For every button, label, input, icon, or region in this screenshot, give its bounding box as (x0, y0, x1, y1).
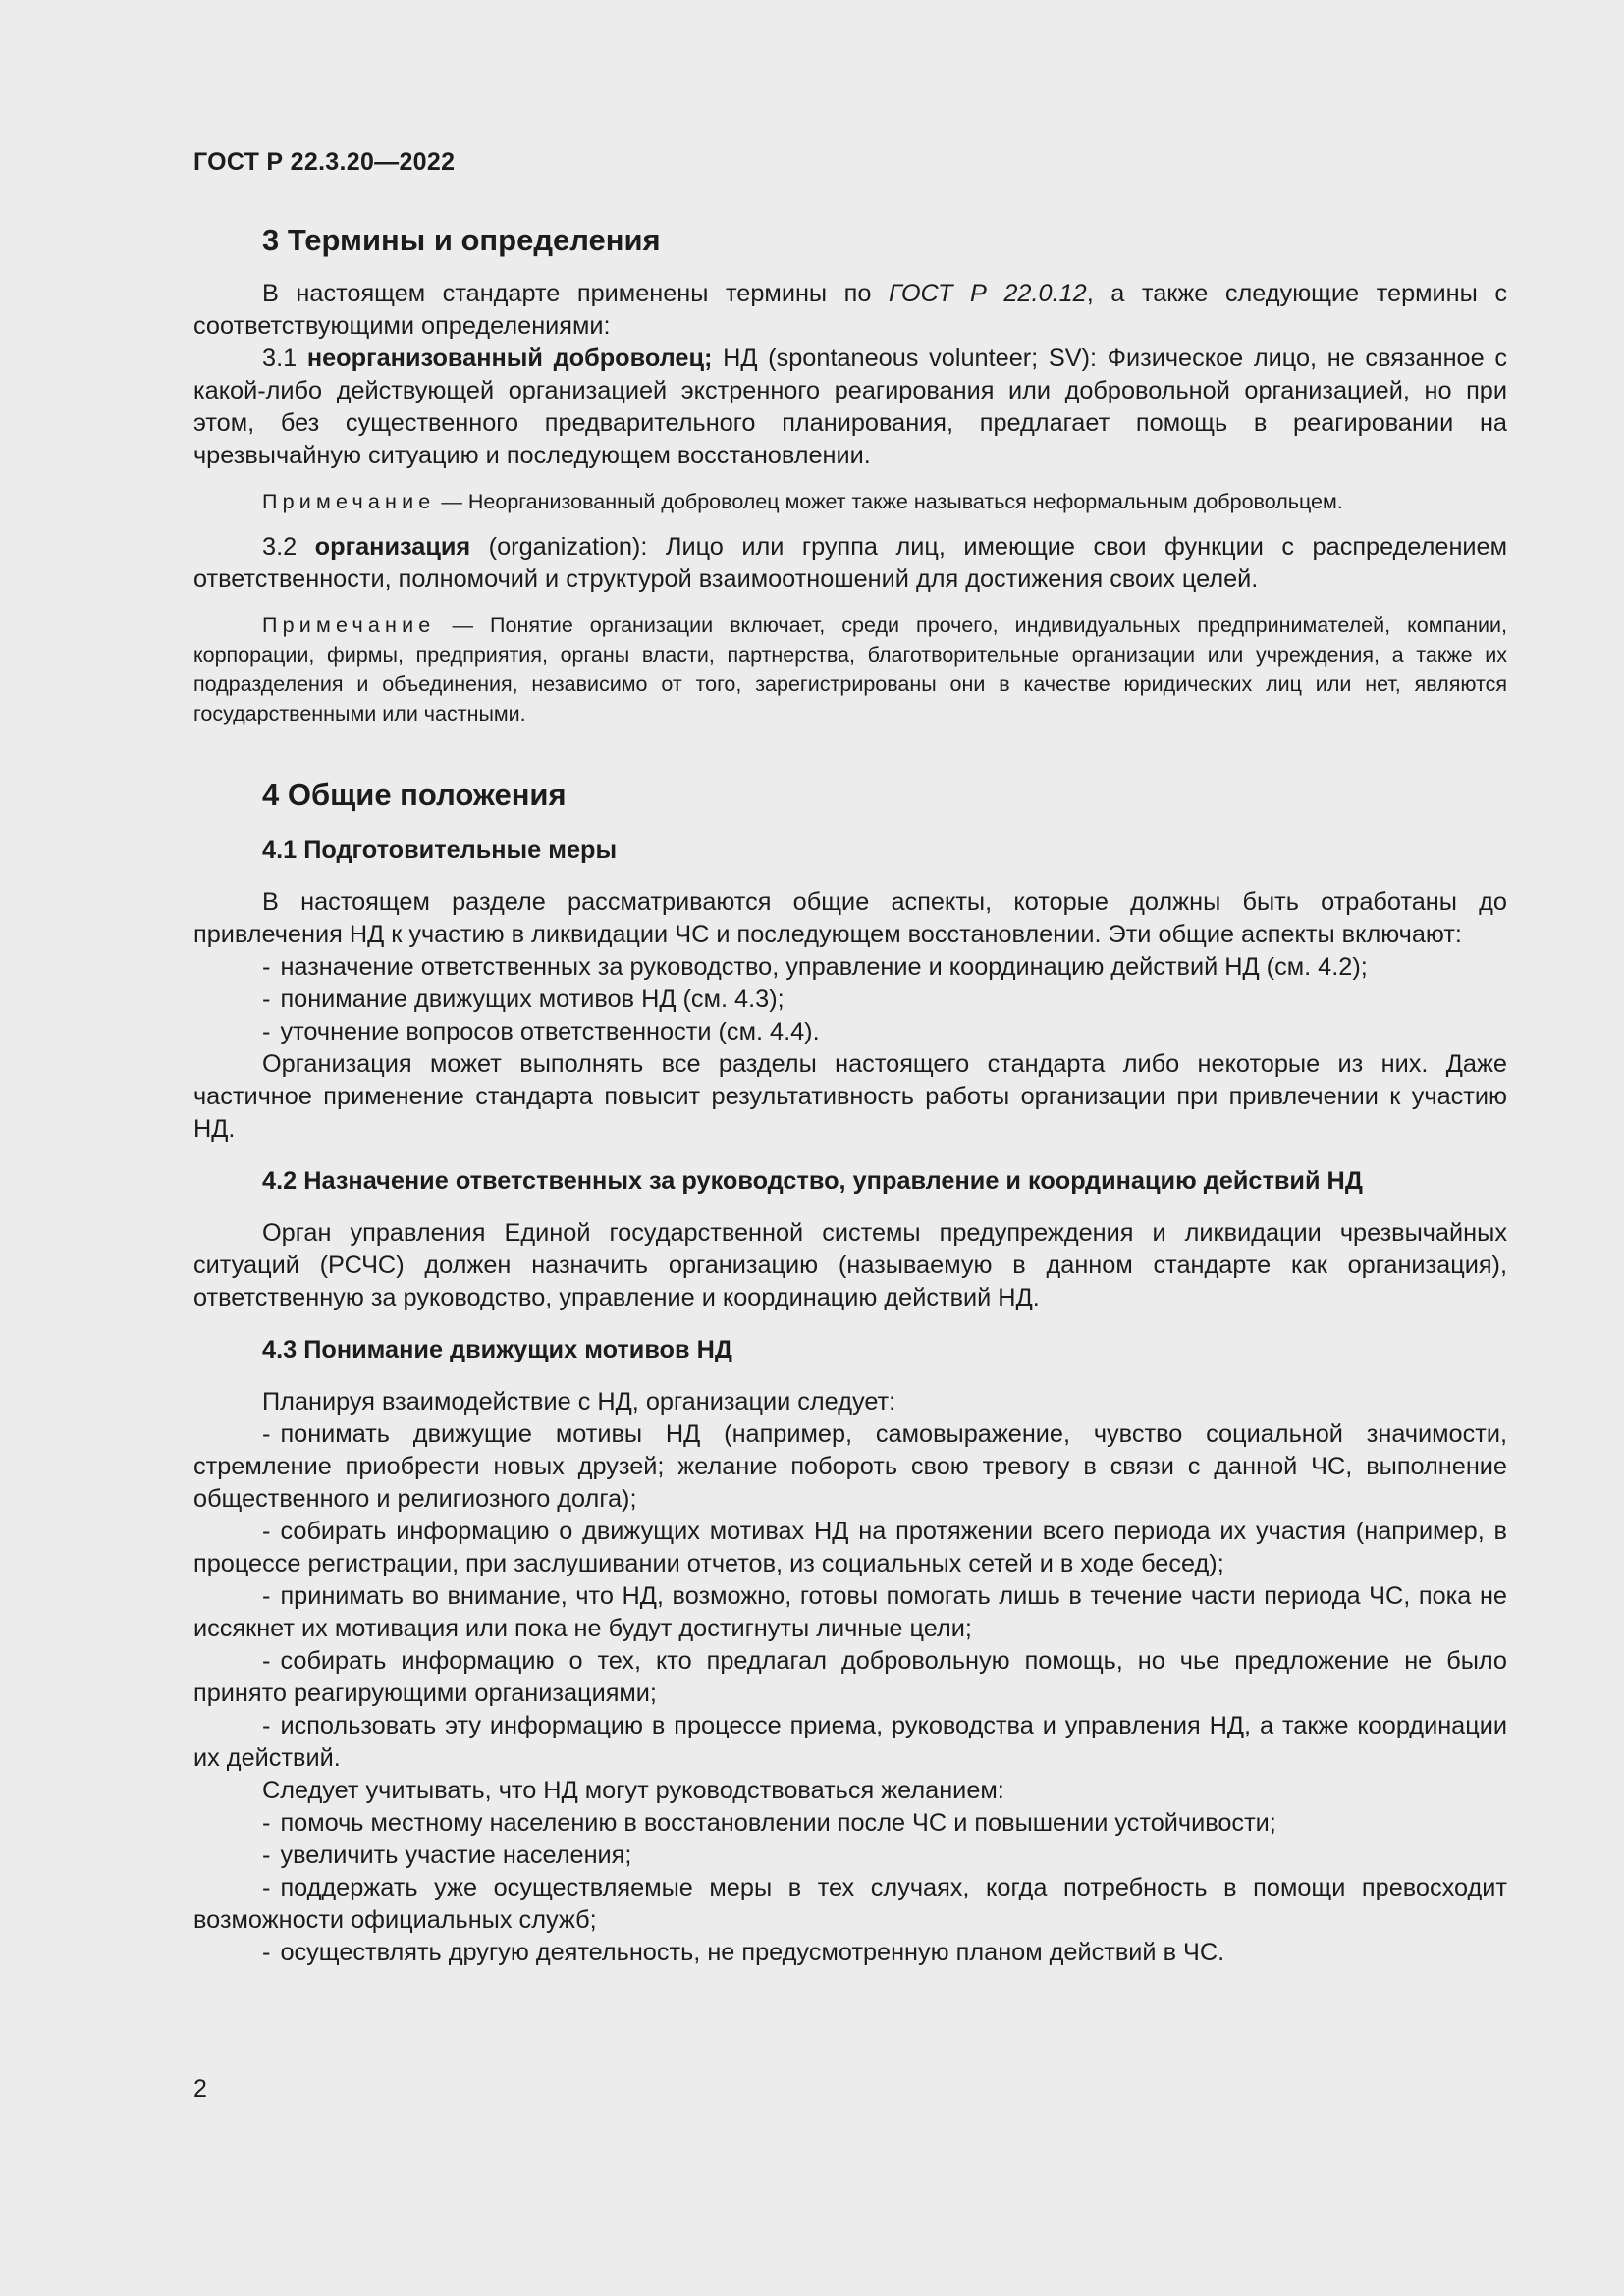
list-dash: - (262, 986, 271, 1013)
section-4-1-paragraph-1: В настоящем разделе рассматриваются общие аспекты, которые должны быть отработаны до привлечения НД к участию в ликвидации ЧС и последующем восстановлении. Эти общие аспекты включают: (193, 888, 1507, 948)
term-3-2-number: 3.2 (262, 533, 315, 561)
list-item (193, 1872, 1507, 1937)
list-dash: - (262, 1582, 271, 1610)
note-3-2 (193, 611, 1507, 728)
list-item-text: использовать эту информацию в процессе приема, руководства и управления НД, а также координации их действий. (193, 1712, 1507, 1772)
section-4-title: 4 Общие положения (262, 777, 567, 812)
section-4-3-paragraph-1: Планируя взаимодействие с НД, организации следует: (262, 1388, 896, 1415)
list-item-text: понимать движущие мотивы НД (например, самовыражение, чувство социальной значимости, стремление приобрести новых друзей; желание побороть свою тревогу в связи с данной ЧС, выполнение общественного и религиозного долга); (193, 1420, 1507, 1513)
term-3-1-number: 3.1 (262, 345, 307, 372)
list-item-text: принимать во внимание, что НД, возможно, готовы помогать лишь в течение части периода ЧС, пока не иссякнет их мотивация или пока не будут достигнуты личные цели; (193, 1582, 1507, 1642)
list-item-text: уточнение вопросов ответственности (см. 4.4). (280, 1018, 820, 1045)
list-dash: - (262, 1809, 271, 1837)
note-3-1 (193, 487, 1507, 516)
list-item (193, 1840, 1507, 1872)
list-dash: - (262, 1420, 271, 1448)
list-item-text: назначение ответственных за руководство, управление и координацию действий НД (см. 4.2); (280, 953, 1368, 981)
referenced-standard: ГОСТ Р 22.0.12 (888, 280, 1087, 307)
list-dash: - (262, 1874, 271, 1901)
list-item-text: собирать информацию о движущих мотивах НД на протяжении всего периода их участия (например, в процессе регистрации, при заслушивании отчетов, из социальных сетей и в ходе бесед); (193, 1518, 1507, 1577)
list-item (193, 1710, 1507, 1775)
term-3-1 (193, 343, 1507, 472)
list-dash: - (262, 1712, 271, 1739)
list-dash: - (262, 1842, 271, 1869)
list-item (193, 1516, 1507, 1580)
term-3-2-definition: (organization): Лицо или группа лиц, имеющие свои функции с распределением ответственности, полномочий и структурой взаимоотношений для достижения своих целей. (193, 533, 1508, 593)
list-item (193, 951, 1507, 984)
list-item-text: увеличить участие населения; (280, 1842, 632, 1869)
term-3-2-name: организация (314, 533, 471, 561)
list-item (193, 984, 1507, 1016)
note-label: Примечание (262, 490, 436, 513)
section-4-1-paragraph-2: Организация может выполнять все разделы настоящего стандарта либо некоторые из них. Даже частичное применение стандарта повысит результативность работы организации при привлечении к участию НД. (193, 1050, 1507, 1143)
section-3-title: 3 Термины и определения (262, 223, 661, 257)
list-item-text: поддержать уже осуществляемые меры в тех случаях, когда потребность в помощи превосходит возможности официальных служб; (193, 1874, 1507, 1934)
section-4-2-paragraph: Орган управления Единой государственной системы предупреждения и ликвидации чрезвычайных ситуаций (РСЧС) должен назначить организацию (называемую в данном стандарте как организация), ответственную за руководство, управление и координацию действий НД. (193, 1219, 1507, 1311)
list-dash: - (262, 1518, 271, 1545)
section-3-intro (193, 278, 1507, 343)
standard-code-header: ГОСТ Р 22.3.20—2022 (193, 148, 456, 176)
page-number: 2 (193, 2075, 207, 2103)
section-4-2-title: 4.2 Назначение ответственных за руководство, управление и координацию действий НД (262, 1167, 1363, 1195)
term-3-1-name: неорганизованный доброволец; (306, 345, 713, 372)
note-3-2-text: — Понятие организации включает, среди прочего, индивидуальных предпринимателей, компании, корпорации, фирмы, предприятия, органы власти, партнерства, благотворительные организации или учреждения, а также их подразделения и объединения, независимо от того, зарегистрированы они в качестве юридических лиц или нет, являются государственными или частными. (193, 614, 1507, 725)
list-dash: - (262, 1647, 271, 1675)
term-3-2 (193, 531, 1507, 596)
note-label: Примечание (262, 614, 436, 637)
list-item (193, 1580, 1507, 1645)
list-item-text: собирать информацию о тех, кто предлагал добровольную помощь, но чье предложение не было принято реагирующими организациями; (193, 1647, 1507, 1707)
section-4-1-title: 4.1 Подготовительные меры (262, 836, 618, 864)
list-item (193, 1016, 1507, 1048)
list-dash: - (262, 953, 271, 981)
intro-text-start: В настоящем стандарте применены термины по (262, 280, 889, 307)
list-item (193, 1807, 1507, 1840)
list-dash: - (262, 1939, 271, 1966)
document-body (193, 221, 1507, 1969)
note-3-1-text: — Неорганизованный доброволец может также называться неформальным добровольцем. (435, 490, 1343, 513)
section-4-3-paragraph-2: Следует учитывать, что НД могут руководствоваться желанием: (262, 1777, 1004, 1804)
list-item (193, 1937, 1507, 1969)
list-item (193, 1418, 1507, 1516)
term-3-1-definition: НД (spontaneous volunteer; SV): Физическое лицо, не связанное с какой-либо действующей организацией экстренного реагирования или добровольной организацией, но при этом, без существенного предварительного планирования, предлагает помощь в реагировании на чрезвычайную ситуацию и последующем восстановлении. (193, 345, 1507, 469)
intro-text-end: , а также следующие термины с соответствующими определениями: (193, 280, 1507, 340)
list-item-text: помочь местному населению в восстановлении после ЧС и повышении устойчивости; (280, 1809, 1276, 1837)
section-4-3-title: 4.3 Понимание движущих мотивов НД (262, 1336, 732, 1363)
list-item-text: осуществлять другую деятельность, не предусмотренную планом действий в ЧС. (280, 1939, 1225, 1966)
list-dash: - (262, 1018, 271, 1045)
list-item-text: понимание движущих мотивов НД (см. 4.3); (280, 986, 785, 1013)
list-item (193, 1645, 1507, 1710)
